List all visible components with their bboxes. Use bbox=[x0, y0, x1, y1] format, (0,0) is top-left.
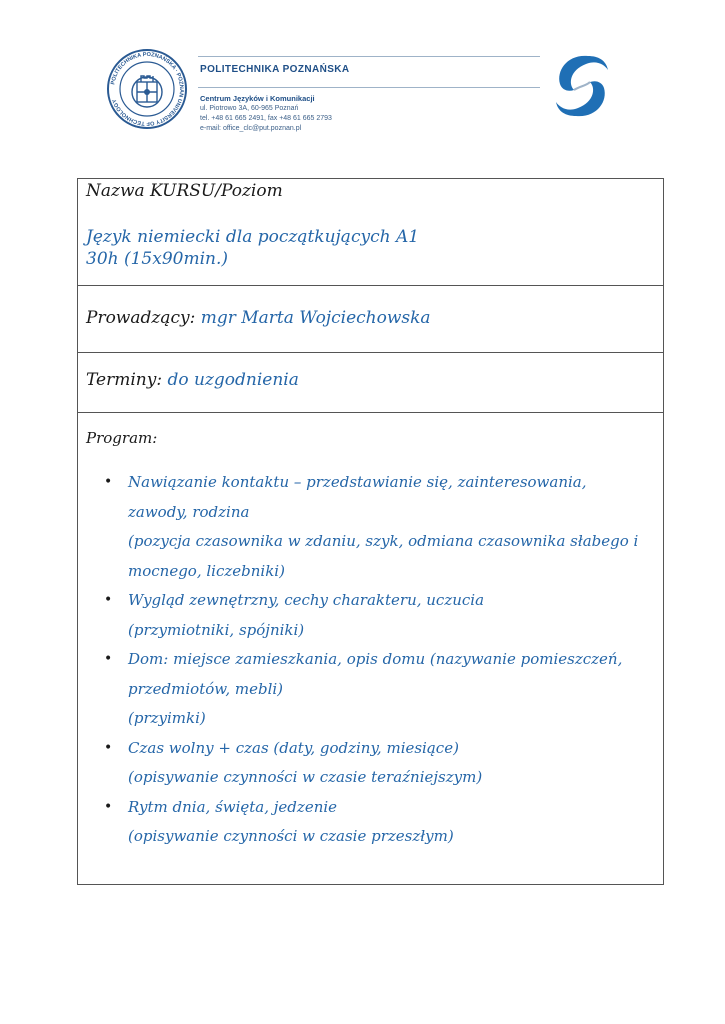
course-hours: 30h (15x90min.) bbox=[86, 249, 229, 269]
university-name: POLITECHNIKA POZNAŃSKA bbox=[200, 64, 350, 75]
list-item bbox=[104, 586, 659, 645]
university-seal-icon bbox=[106, 48, 188, 130]
list-item-line: (opisywanie czynności w czasie przeszłym) bbox=[128, 827, 454, 845]
dates-line bbox=[86, 370, 299, 390]
teacher-line bbox=[86, 308, 431, 328]
teacher-name: mgr Marta Wojciechowska bbox=[200, 308, 431, 328]
program-row bbox=[78, 413, 663, 884]
course-name: Język niemiecki dla początkujących A1 bbox=[86, 227, 420, 247]
dates-value: do uzgodnienia bbox=[167, 370, 299, 390]
list-item-line: przedmiotów, mebli) bbox=[128, 679, 284, 698]
list-item-line: mocnego, liczebniki) bbox=[128, 561, 285, 580]
course-row bbox=[78, 179, 663, 286]
list-item-line: (opisywanie czynności w czasie teraźniejszym) bbox=[128, 768, 483, 786]
dates-label: Terminy: bbox=[86, 370, 163, 390]
list-item-line: (pozycja czasownika w zdaniu, szyk, odmiana czasownika słabego i bbox=[128, 532, 639, 550]
bullet-icon: • bbox=[104, 651, 113, 667]
course-value bbox=[86, 226, 419, 270]
list-item-line: Nawiązanie kontaktu – przedstawianie się, zainteresowania, bbox=[128, 473, 587, 491]
teacher-label: Prowadzący: bbox=[86, 308, 196, 328]
header-rule-top bbox=[198, 56, 540, 57]
email-line: e-mail: office_clc@put.poznan.pl bbox=[200, 125, 302, 132]
program-list bbox=[104, 468, 659, 852]
bullet-icon: • bbox=[104, 739, 113, 756]
list-item-line: zawody, rodzina bbox=[128, 502, 250, 521]
teacher-row bbox=[78, 286, 663, 353]
course-label: Nazwa KURSU/Poziom bbox=[86, 181, 283, 201]
bullet-icon: • bbox=[104, 592, 113, 608]
list-item bbox=[104, 734, 659, 793]
list-item-line: Dom: miejsce zamieszkania, opis domu (nazywanie pomieszczeń, bbox=[128, 650, 623, 668]
list-item-line: Czas wolny + czas (daty, godziny, miesiące) bbox=[128, 738, 459, 757]
bullet-icon: • bbox=[104, 798, 113, 815]
address-line: ul. Piotrowo 3A, 60-965 Poznań bbox=[200, 105, 299, 112]
list-item bbox=[104, 793, 659, 852]
list-item-line: (przyimki) bbox=[128, 709, 206, 727]
bullet-icon: • bbox=[104, 474, 113, 490]
program-label: Program: bbox=[86, 429, 158, 447]
list-item-line: Rytm dnia, święta, jedzenie bbox=[128, 797, 338, 816]
svg-text:POLITECHNIKA POZNAŃSKA · POZNA: POLITECHNIKA POZNAŃSKA · POZNAN UNIVERSITY OF TECHNOLOGY bbox=[110, 51, 185, 127]
center-name: Centrum Języków i Komunikacji bbox=[200, 94, 315, 103]
list-item-line: Wygląd zewnętrzny, cechy charakteru, uczucia bbox=[128, 591, 485, 609]
course-table bbox=[77, 178, 664, 885]
dates-row bbox=[78, 353, 663, 413]
university-logo-icon bbox=[552, 52, 612, 120]
list-item-line: (przymiotniki, spójniki) bbox=[128, 620, 305, 639]
list-item bbox=[104, 468, 659, 586]
header-rule-bottom bbox=[198, 87, 540, 88]
phone-line: tel. +48 61 665 2491, fax +48 61 665 2793 bbox=[200, 115, 332, 122]
list-item bbox=[104, 645, 659, 734]
